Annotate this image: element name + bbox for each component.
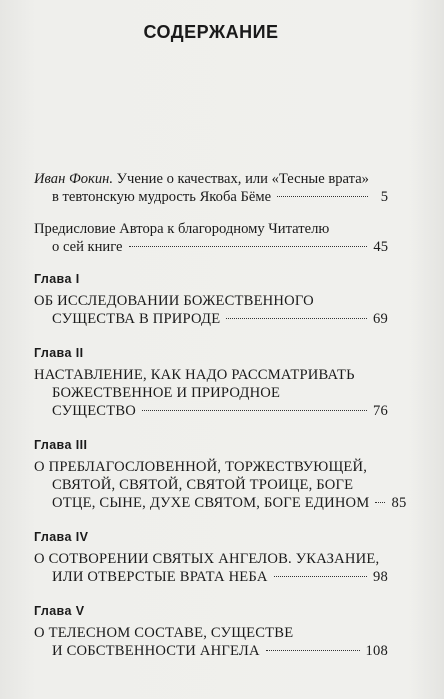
dot-leader [274, 576, 367, 577]
toc-entry-intro [34, 170, 388, 206]
toc-entry-intro-line1 [34, 170, 388, 188]
chapter-title-line: СУЩЕСТВА В ПРИРОДЕ [52, 311, 221, 327]
chapter-title-line: ИЛИ ОТВЕРСТЫЕ ВРАТА НЕБА [52, 569, 268, 585]
dot-leader [375, 502, 385, 503]
toc-entry-page-number: 108 [365, 643, 388, 659]
toc-entry-page-number: 5 [380, 189, 388, 205]
page-title: СОДЕРЖАНИЕ [143, 22, 279, 42]
chapter-title-last-line [34, 568, 388, 586]
chapter-title-line: И СОБСТВЕННОСТИ АНГЕЛА [52, 643, 260, 659]
toc-entry-page-number: 76 [373, 403, 388, 419]
chapter-label: Глава II [34, 346, 84, 360]
toc-entry-page-number: 45 [373, 239, 388, 255]
toc-chapter-5 [34, 602, 388, 660]
toc-entry-preface-line2 [34, 238, 388, 256]
toc-chapter-1 [34, 270, 388, 328]
chapter-title-line: О ТЕЛЕСНОМ СОСТАВЕ, СУЩЕСТВЕ [34, 625, 294, 641]
toc-entry-page-number: 98 [373, 569, 388, 585]
chapter-label: Глава III [34, 438, 88, 452]
chapter-title-line: БОЖЕСТВЕННОЕ И ПРИРОДНОЕ [52, 385, 281, 401]
toc-entry-preface-title-cont: о сей книге [52, 239, 123, 255]
chapter-label: Глава V [34, 604, 85, 618]
table-of-contents [34, 170, 407, 660]
toc-chapter-4 [34, 528, 388, 586]
dot-leader [266, 650, 360, 651]
chapter-title-line: ОБ ИССЛЕДОВАНИИ БОЖЕСТВЕННОГО [34, 293, 314, 309]
toc-entry-intro-title: Учение о качествах, или «Тесные врата» [116, 171, 369, 187]
chapter-title-line: ОТЦЕ, СЫНЕ, ДУХЕ СВЯТОМ, БОГЕ ЕДИНОМ [52, 495, 370, 511]
chapter-title-line: О ПРЕБЛАГОСЛОВЕННОЙ, ТОРЖЕСТВУЮЩЕЙ, [34, 459, 368, 475]
chapter-label: Глава I [34, 272, 80, 286]
chapter-title-line: НАСТАВЛЕНИЕ, КАК НАДО РАССМАТРИВАТЬ [34, 367, 355, 383]
toc-entry-preface-line1: Предисловие Автора к благородному Читателю [34, 221, 330, 237]
chapter-label: Глава IV [34, 530, 89, 544]
chapter-title-last-line [34, 494, 407, 512]
toc-entry-page-number: 69 [373, 311, 388, 327]
toc-chapter-3 [34, 436, 407, 512]
toc-entry-intro-title-cont: в тевтонскую мудрость Якоба Бёме [52, 189, 272, 205]
toc-entry-intro-line2 [34, 188, 388, 206]
dot-leader [277, 196, 368, 197]
dot-leader [226, 318, 367, 319]
chapter-title-last-line [34, 310, 388, 328]
dot-leader [142, 410, 367, 411]
chapter-title-last-line [34, 402, 388, 420]
toc-entry-preface [34, 220, 388, 256]
toc-entry-page-number: 85 [391, 495, 407, 511]
dot-leader [129, 246, 368, 247]
toc-entry-author: Иван Фокин. [34, 171, 114, 187]
chapter-title-line: СВЯТОЙ, СВЯТОЙ, СВЯТОЙ ТРОИЦЕ, БОГЕ [52, 477, 354, 493]
chapter-title-line: СУЩЕСТВО [52, 403, 137, 419]
toc-chapter-2 [34, 344, 388, 420]
chapter-title-last-line [34, 642, 388, 660]
chapter-title-line: О СОТВОРЕНИИ СВЯТЫХ АНГЕЛОВ. УКАЗАНИЕ, [34, 551, 380, 567]
